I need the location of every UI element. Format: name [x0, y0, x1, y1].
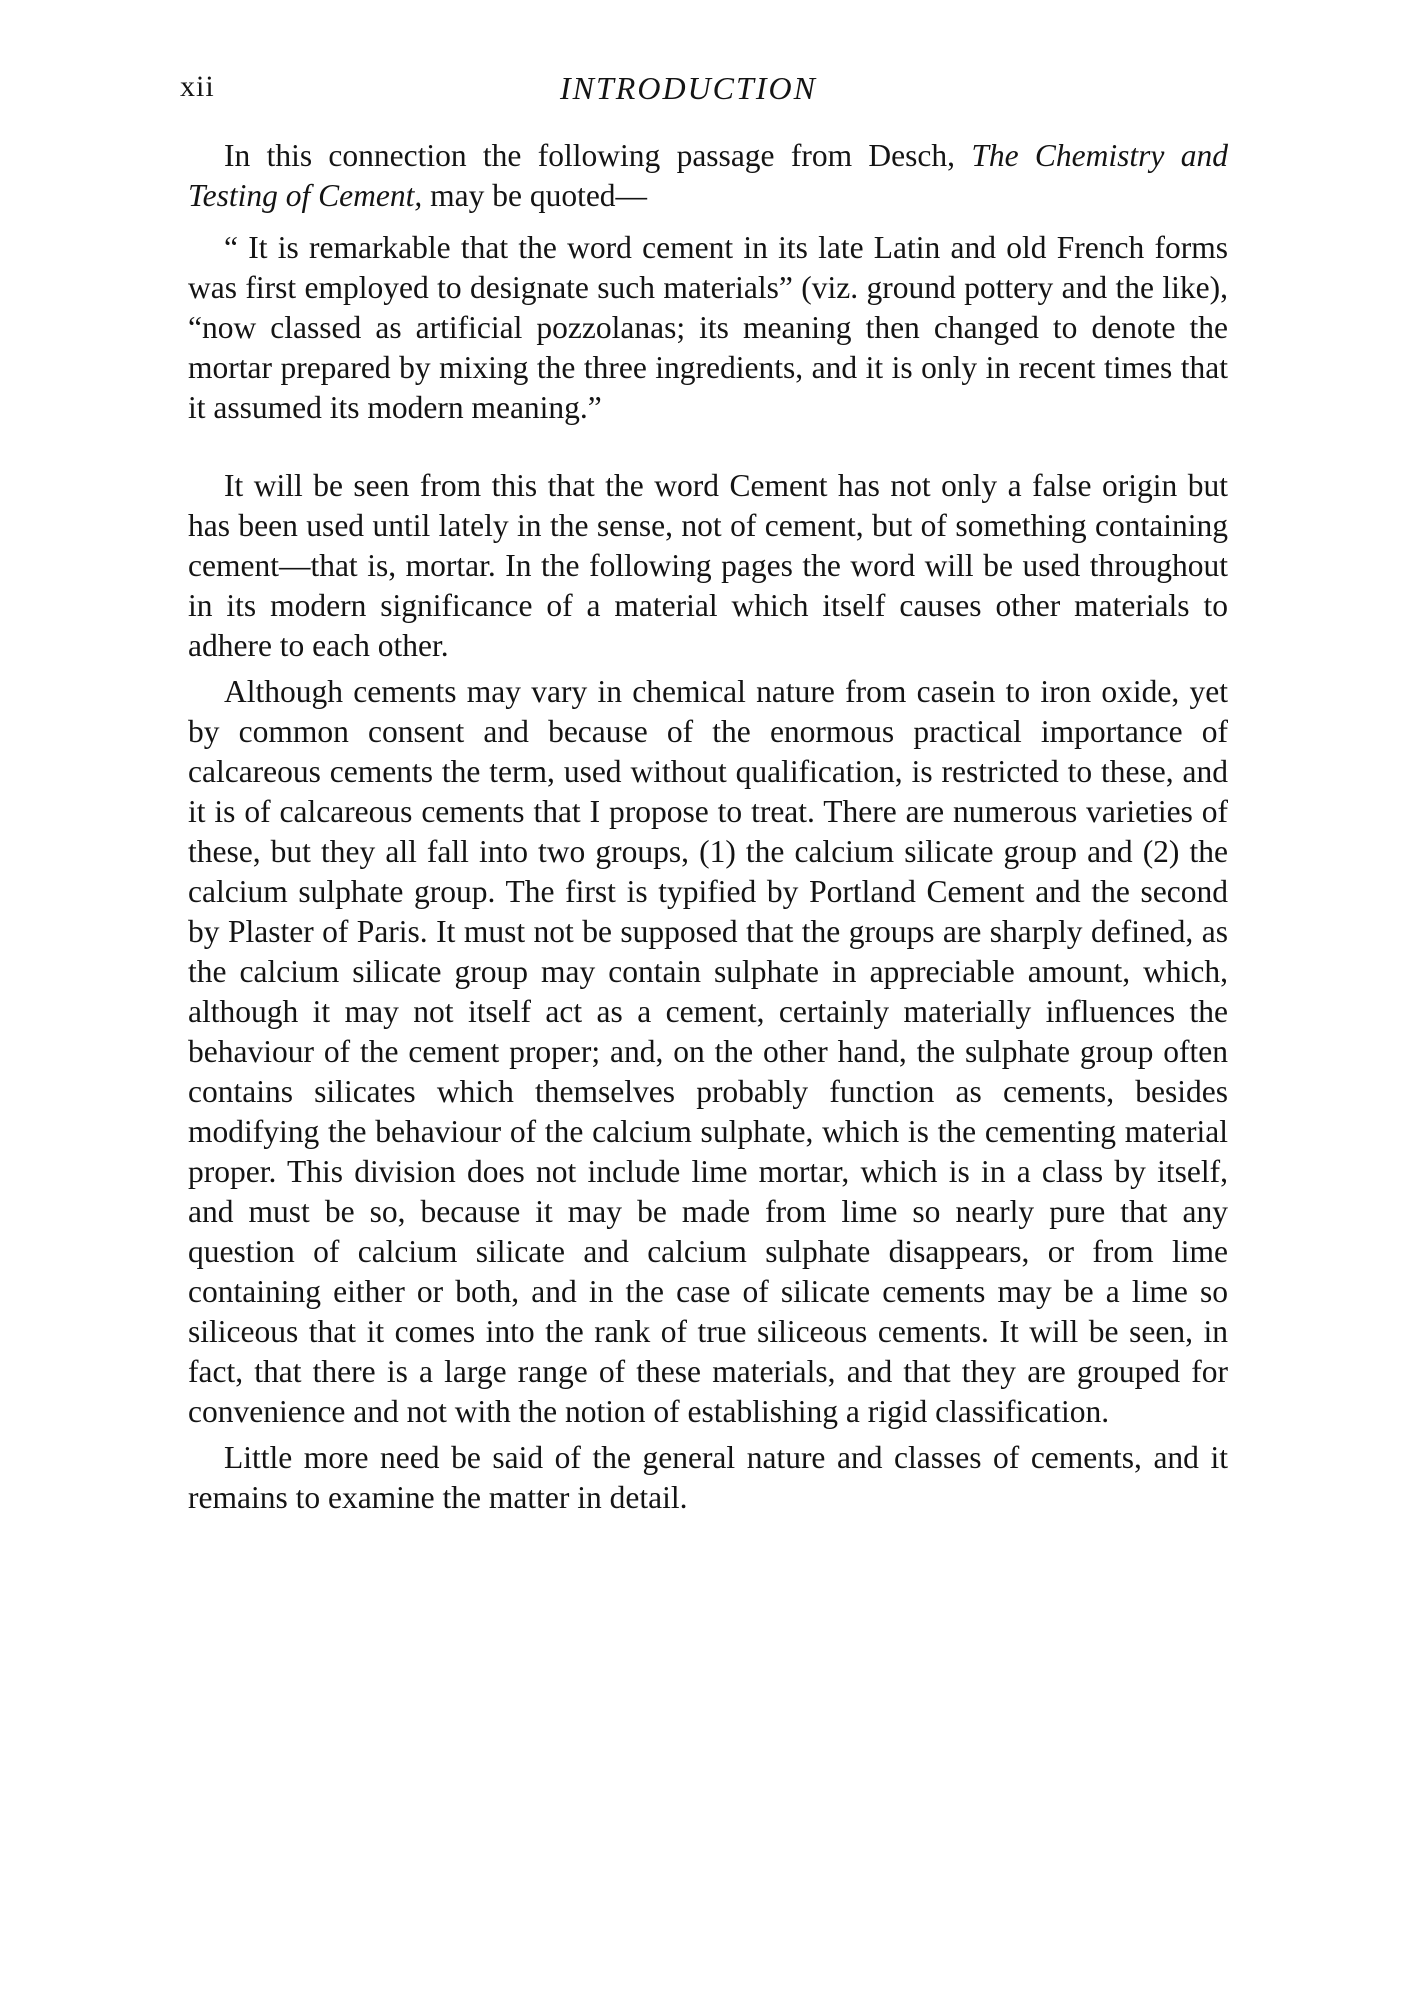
- intro-tail: may be quoted—: [430, 178, 648, 213]
- paragraph-closing: Little more need be said of the general nature and classes of cements, and it remains to examine the matter in detail.: [188, 1440, 1228, 1515]
- body-text: [188, 136, 1228, 1518]
- running-head: [180, 70, 1230, 110]
- book-title: The Chemistry and Testing of Cement,: [188, 138, 1228, 213]
- page-number: xii: [180, 70, 215, 103]
- running-title: INTRODUCTION: [560, 70, 817, 106]
- paragraph-origin: It will be seen from this that the word Cement has not only a false origin but has been used until lately in the sense, not of cement, but of something containing cement—that is, mortar. In the following pages the word will be used throughout in its modern significance of a material which itself causes other materials to adhere to each other.: [188, 468, 1228, 663]
- intro-lead: In this connection the following passage from Desch,: [224, 138, 956, 173]
- paragraph-groups: Although cements may vary in chemical nature from casein to iron oxide, yet by common consent and because of the enormous practical importance of calcareous cements the term, used without qualification, is restricted to these, and it is of calcareous cements that I propose to treat. There are numerous varieties of these, but they all fall into two groups, (1) the calcium silicate group and (2) the calcium sulphate group. The first is typified by Portland Cement and the second by Plaster of Paris. It must not be supposed that the groups are sharply defined, as the calcium silicate group may contain sulphate in appreciable amount, which, although it may not itself act as a cement, certainly materially influences the behaviour of the cement proper; and, on the other hand, the sulphate group often contains silicates which themselves probably function as cements, besides modifying the behaviour of the calcium sulphate, which is the cementing material proper. This division does not include lime mortar, which is in a class by itself, and must be so, because it may be made from lime so nearly pure that any question of calcium silicate and calcium sulphate disappears, or from lime containing either or both, and in the case of silicate cements may be a lime so siliceous that it comes into the rank of true siliceous cements. It will be seen, in fact, that there is a large range of these materials, and that they are grouped for convenience and not with the notion of establishing a rigid classification.: [188, 674, 1228, 1429]
- intro-paragraph: [188, 136, 1228, 216]
- quotation-paragraph: “ It is remarkable that the word cement in its late Latin and old French forms was first employed to designate such materials” (viz. ground pottery and the like), “now classed as artificial pozzolanas; its meaning then changed to denote the mortar prepared by mixing the three ingredients, and it is only in recent times that it assumed its modern meaning.”: [188, 230, 1228, 425]
